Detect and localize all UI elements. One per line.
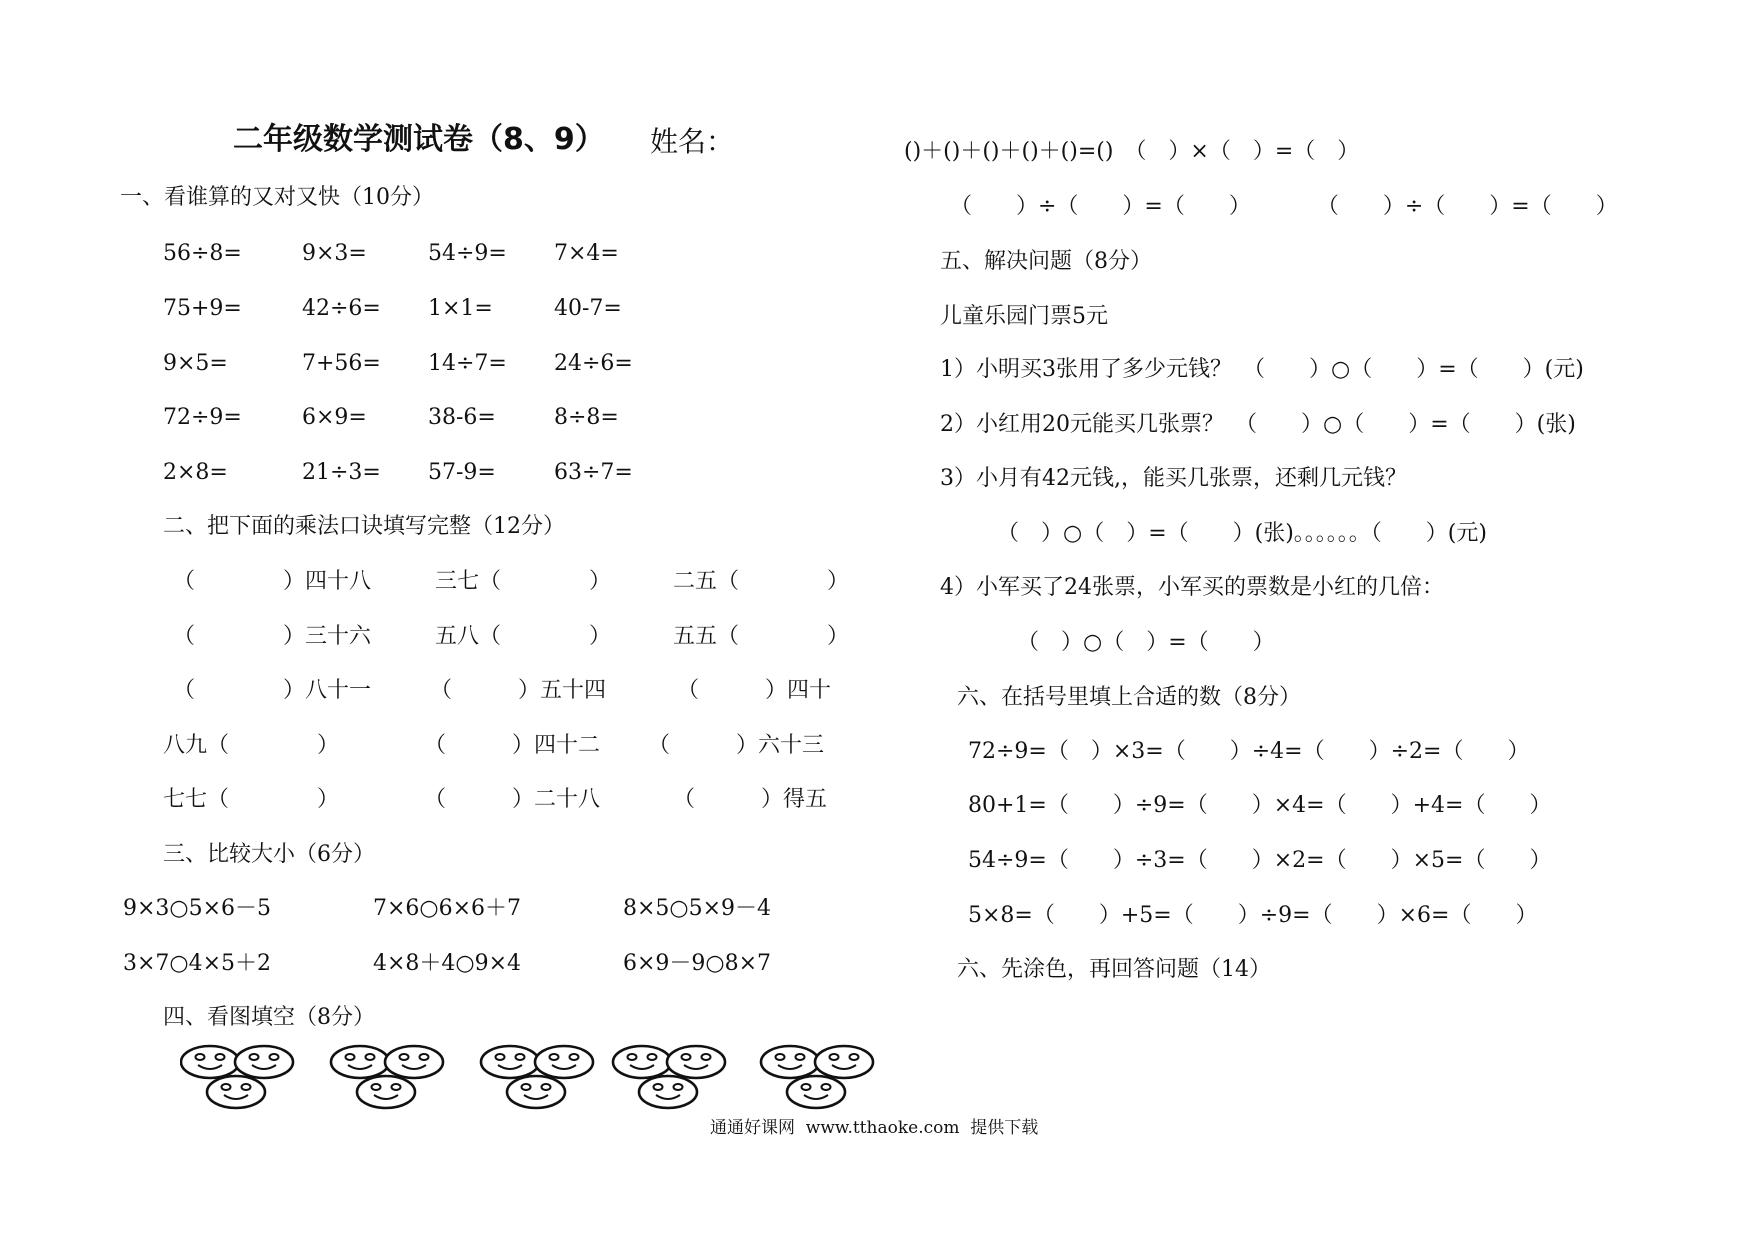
calc-cell: 63÷7= <box>554 460 633 485</box>
calc-cell: 2×8= <box>163 460 228 485</box>
chain-row: 80+1=（ ）÷9=（ ）×4=（ ）+4=（ ） <box>968 793 1552 818</box>
question-4: 4）小军买了24张票，小军买的票数是小红的几倍： <box>940 575 1444 600</box>
calc-cell: 75+9= <box>163 296 242 321</box>
rhyme-cell: （ ）三十六 <box>173 624 372 649</box>
question-1: 1）小明买3张用了多少元钱？ （ ）○（ ）=（ ）(元) <box>940 357 1584 382</box>
calc-cell: 6×9= <box>302 405 367 430</box>
section7-heading: 六、先涂色，再回答问题（14） <box>957 957 1271 982</box>
rhyme-cell: 七七（ ） <box>163 787 340 812</box>
rhyme-cell: （ ）八十一 <box>173 678 372 703</box>
smiley-face-icon <box>235 1046 293 1078</box>
compare-cell: 7×6○6×6＋7 <box>373 896 522 921</box>
rhyme-cell: （ ）四十二 <box>424 733 601 758</box>
rhyme-cell: 二五（ ） <box>673 569 850 594</box>
compare-cell: 6×9－9○8×7 <box>623 951 772 976</box>
compare-cell: 9×3○5×6－5 <box>123 896 272 921</box>
smiley-face-icon <box>815 1046 873 1078</box>
smiley-face-icon <box>481 1046 539 1078</box>
question-3: 3）小月有42元钱,，能买几张票，还剩几元钱？ <box>940 466 1407 491</box>
smiley-face-icon <box>207 1076 265 1108</box>
chain-row: 5×8=（ ）+5=（ ）÷9=（ ）×6=（ ） <box>968 903 1538 928</box>
smiley-face-icon <box>507 1076 565 1108</box>
calc-cell: 24÷6= <box>554 351 633 376</box>
picture-equation-line1: ()＋()＋()＋()＋()=() （ ）×（ ）=（ ） <box>904 139 1360 164</box>
name-label: 姓名： <box>650 125 735 158</box>
smiley-face-icon <box>180 1040 900 1120</box>
rhyme-cell: （ ）二十八 <box>424 787 601 812</box>
rhyme-cell: （ ）四十八 <box>173 569 372 594</box>
calc-cell: 42÷6= <box>302 296 381 321</box>
page-title: 二年级数学测试卷（8、9） <box>233 122 605 157</box>
calc-cell: 56÷8= <box>163 241 242 266</box>
question-4-answer: （ ）○（ ）=（ ） <box>1017 630 1275 655</box>
smiley-face-icon <box>639 1076 697 1108</box>
rhyme-cell: （ ）得五 <box>673 787 828 812</box>
calc-cell: 57-9= <box>428 460 496 485</box>
chain-row: 72÷9=（ ）×3=（ ）÷4=（ ）÷2=（ ） <box>968 739 1530 764</box>
smiley-face-icon <box>761 1046 819 1078</box>
smiley-faces-figure <box>180 1040 900 1120</box>
smiley-face-icon <box>535 1046 593 1078</box>
smiley-face-icon <box>667 1046 725 1078</box>
rhyme-cell: （ ）四十 <box>677 678 832 703</box>
compare-cell: 8×5○5×9－4 <box>623 896 772 921</box>
calc-cell: 54÷9= <box>428 241 507 266</box>
calc-cell: 9×3= <box>302 241 367 266</box>
question-3-answer: （ ）○（ ）=（ ）(张)。。。。。。（ ）(元) <box>997 521 1487 546</box>
smiley-face-icon <box>613 1046 671 1078</box>
smiley-face-icon <box>787 1076 845 1108</box>
ticket-intro: 儿童乐园门票5元 <box>940 304 1108 329</box>
rhyme-cell: （ ）五十四 <box>430 678 607 703</box>
calc-cell: 72÷9= <box>163 405 242 430</box>
question-2: 2）小红用20元能买几张票？ （ ）○（ ）=（ ）(张) <box>940 412 1576 437</box>
compare-cell: 3×7○4×5＋2 <box>123 951 272 976</box>
section6-heading: 六、在括号里填上合适的数（8分） <box>957 685 1301 710</box>
calc-cell: 7×4= <box>554 241 619 266</box>
section5-heading: 五、解决问题（8分） <box>940 249 1152 274</box>
calc-cell: 9×5= <box>163 351 228 376</box>
chain-row: 54÷9=（ ）÷3=（ ）×2=（ ）×5=（ ） <box>968 848 1552 873</box>
calc-cell: 38-6= <box>428 405 496 430</box>
rhyme-cell: 五八（ ） <box>435 624 612 649</box>
compare-cell: 4×8＋4○9×4 <box>373 951 522 976</box>
calc-cell: 14÷7= <box>428 351 507 376</box>
rhyme-cell: 五五（ ） <box>673 624 850 649</box>
calc-cell: 8÷8= <box>554 405 619 430</box>
rhyme-cell: （ ）六十三 <box>648 733 825 758</box>
section3-heading: 三、比较大小（6分） <box>163 842 375 867</box>
picture-equation-line2: （ ）÷（ ）=（ ） （ ）÷（ ）=（ ） <box>950 194 1618 219</box>
calc-cell: 7+56= <box>302 351 381 376</box>
calc-cell: 21÷3= <box>302 460 381 485</box>
calc-cell: 40-7= <box>554 296 622 321</box>
section4-heading: 四、看图填空（8分） <box>163 1005 375 1030</box>
smiley-face-icon <box>181 1046 239 1078</box>
rhyme-cell: 八九（ ） <box>163 733 340 758</box>
section1-heading: 一、看谁算的又对又快（10分） <box>120 185 434 210</box>
calc-cell: 1×1= <box>428 296 493 321</box>
smiley-face-icon <box>331 1046 389 1078</box>
smiley-face-icon <box>385 1046 443 1078</box>
rhyme-cell: 三七（ ） <box>435 569 612 594</box>
footer-source: 通通好课网 www.tthaoke.com 提供下载 <box>710 1118 1039 1138</box>
smiley-face-icon <box>357 1076 415 1108</box>
section2-heading: 二、把下面的乘法口诀填写完整（12分） <box>163 514 565 539</box>
